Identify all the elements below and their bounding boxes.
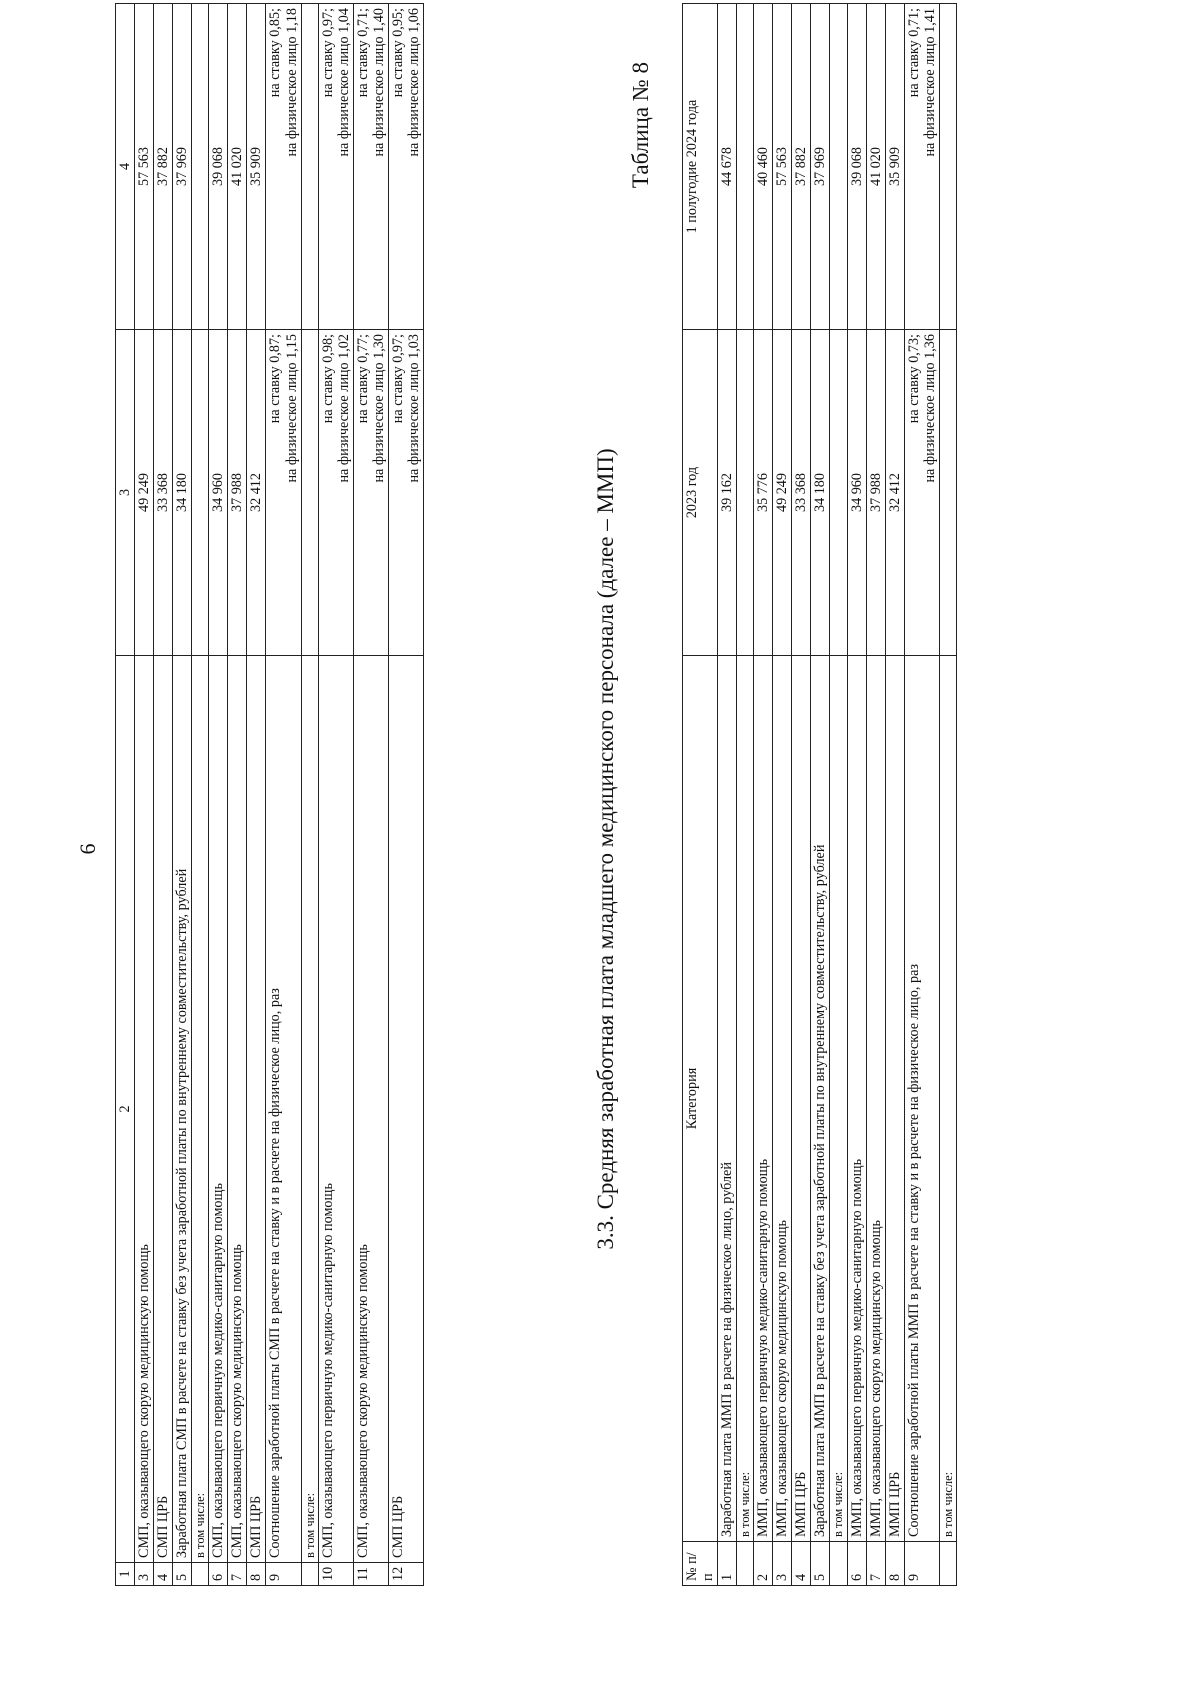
header-cell-3: 3 bbox=[116, 330, 135, 656]
table-row bbox=[228, 4, 247, 1586]
row-number: 7 bbox=[866, 1542, 885, 1586]
table-row bbox=[904, 4, 939, 1586]
value-2024: 35 909 bbox=[885, 4, 904, 330]
value-2023: 34 960 bbox=[209, 330, 228, 656]
row-number: 1 bbox=[718, 1542, 737, 1586]
row-category: Заработная плата ММП в расчете на ставку без учета заработной платы по внутреннему совместительству, рублей bbox=[811, 656, 830, 1542]
empty-cell bbox=[830, 4, 847, 330]
empty-cell bbox=[301, 1563, 318, 1586]
header-category: Категория bbox=[683, 656, 718, 1542]
empty-cell bbox=[192, 1563, 209, 1586]
row-category: СМП, оказывающего первичную медико-санитарную помощь bbox=[318, 656, 353, 1563]
empty-cell bbox=[301, 330, 318, 656]
value-2024: 35 909 bbox=[247, 4, 266, 330]
row-category: Соотношение заработной платы ММП в расчете на ставку и в расчете на физическое лицо, раз bbox=[904, 656, 939, 1542]
header-number: № п/п bbox=[683, 1542, 718, 1586]
empty-cell bbox=[737, 4, 754, 330]
row-number: 4 bbox=[154, 1563, 173, 1586]
table-row bbox=[135, 4, 154, 1586]
value-2023: 34 180 bbox=[811, 330, 830, 656]
salary-table-mmp bbox=[682, 3, 957, 1586]
subheader-row bbox=[737, 4, 754, 1586]
value-2024: 37 882 bbox=[154, 4, 173, 330]
ratio-2023 bbox=[388, 330, 423, 656]
table-row bbox=[173, 4, 192, 1586]
table-row bbox=[773, 4, 792, 1586]
row-number: 2 bbox=[754, 1542, 773, 1586]
ratio-per-person: на физическое лицо 1,40 bbox=[370, 8, 387, 157]
row-number: 6 bbox=[847, 1542, 866, 1586]
row-number: 12 bbox=[388, 1563, 423, 1586]
ratio-per-person: на физическое лицо 1,04 bbox=[335, 8, 352, 157]
ratio-per-rate: на ставку 0,73; bbox=[905, 334, 922, 424]
including-label: в том числе: bbox=[939, 656, 956, 1542]
value-2023: 32 412 bbox=[247, 330, 266, 656]
row-category: СМП ЦРБ bbox=[247, 656, 266, 1563]
empty-cell bbox=[939, 4, 956, 330]
empty-cell bbox=[939, 1542, 956, 1586]
value-2024: 37 969 bbox=[173, 4, 192, 330]
empty-cell bbox=[737, 330, 754, 656]
row-number: 7 bbox=[228, 1563, 247, 1586]
row-category: Заработная плата ММП в расчете на физическое лицо, рублей bbox=[718, 656, 737, 1542]
value-2024: 40 460 bbox=[754, 4, 773, 330]
section-title: 3.3. Средняя заработная плата младшего медицинского персонала (далее – ММП) bbox=[593, 448, 618, 1250]
including-label: в том числе: bbox=[830, 656, 847, 1542]
table-row bbox=[154, 4, 173, 1586]
subheader-row bbox=[830, 4, 847, 1586]
table-header-row bbox=[683, 4, 718, 1586]
header-2023: 2023 год bbox=[683, 330, 718, 656]
including-label: в том числе: bbox=[192, 656, 209, 1563]
value-2024: 57 563 bbox=[135, 4, 154, 330]
empty-cell bbox=[192, 4, 209, 330]
ratio-2023 bbox=[353, 330, 388, 656]
table-header-row bbox=[116, 4, 135, 1586]
row-number: 3 bbox=[135, 1563, 154, 1586]
row-category: СМП ЦРБ bbox=[388, 656, 423, 1563]
ratio-per-rate: на ставку 0,71; bbox=[905, 8, 922, 98]
value-2023: 33 368 bbox=[792, 330, 811, 656]
table-row bbox=[866, 4, 885, 1586]
value-2023: 49 249 bbox=[773, 330, 792, 656]
header-cell-1: 1 bbox=[116, 1563, 135, 1586]
empty-cell bbox=[737, 1542, 754, 1586]
ratio-2024 bbox=[388, 4, 423, 330]
value-2024: 57 563 bbox=[773, 4, 792, 330]
page-number: 6 bbox=[75, 843, 100, 855]
header-2024: 1 полугодие 2024 года bbox=[683, 4, 718, 330]
row-category: ММП, оказывающего скорую медицинскую помощь bbox=[866, 656, 885, 1542]
ratio-per-rate: на ставку 0,77; bbox=[354, 334, 371, 424]
table-row bbox=[209, 4, 228, 1586]
row-category: СМП, оказывающего скорую медицинскую помощь bbox=[228, 656, 247, 1563]
table-row bbox=[318, 4, 353, 1586]
row-number: 5 bbox=[811, 1542, 830, 1586]
row-category: СМП ЦРБ bbox=[154, 656, 173, 1563]
row-number: 9 bbox=[904, 1542, 939, 1586]
value-2024: 37 969 bbox=[811, 4, 830, 330]
ratio-2023 bbox=[904, 330, 939, 656]
value-2023: 37 988 bbox=[228, 330, 247, 656]
ratio-per-person: на физическое лицо 1,36 bbox=[921, 334, 938, 483]
subheader-row bbox=[939, 4, 956, 1586]
empty-cell bbox=[830, 330, 847, 656]
row-category: СМП, оказывающего первичную медико-санитарную помощь bbox=[209, 656, 228, 1563]
table-row bbox=[811, 4, 830, 1586]
value-2024: 41 020 bbox=[866, 4, 885, 330]
ratio-per-person: на физическое лицо 1,18 bbox=[283, 8, 300, 157]
row-number: 4 bbox=[792, 1542, 811, 1586]
table-row bbox=[847, 4, 866, 1586]
empty-cell bbox=[939, 330, 956, 656]
ratio-2023 bbox=[318, 330, 353, 656]
ratio-per-person: на физическое лицо 1,02 bbox=[335, 334, 352, 483]
table-row bbox=[388, 4, 423, 1586]
header-cell-4: 4 bbox=[116, 4, 135, 330]
value-2023: 32 412 bbox=[885, 330, 904, 656]
row-category: Заработная плата СМП в расчете на ставку без учета заработной платы по внутреннему совместительству, рублей bbox=[173, 656, 192, 1563]
salary-table-smp bbox=[115, 3, 424, 1586]
row-category: ММП ЦРБ bbox=[885, 656, 904, 1542]
value-2023: 37 988 bbox=[866, 330, 885, 656]
row-category: ММП ЦРБ bbox=[792, 656, 811, 1542]
table-row bbox=[353, 4, 388, 1586]
including-label: в том числе: bbox=[737, 656, 754, 1542]
value-2023: 34 180 bbox=[173, 330, 192, 656]
row-number: 5 bbox=[173, 1563, 192, 1586]
table-row bbox=[754, 4, 773, 1586]
row-number: 11 bbox=[353, 1563, 388, 1586]
table-row bbox=[718, 4, 737, 1586]
value-2023: 35 776 bbox=[754, 330, 773, 656]
ratio-per-rate: на ставку 0,97; bbox=[389, 334, 406, 424]
ratio-per-person: на физическое лицо 1,06 bbox=[405, 8, 422, 157]
table-caption: Таблица № 8 bbox=[628, 62, 653, 189]
table-row bbox=[885, 4, 904, 1586]
ratio-per-rate: на ставку 0,85; bbox=[267, 8, 284, 98]
row-number: 10 bbox=[318, 1563, 353, 1586]
ratio-per-rate: на ставку 0,97; bbox=[319, 8, 336, 98]
ratio-per-person: на физическое лицо 1,30 bbox=[370, 334, 387, 483]
ratio-2024 bbox=[904, 4, 939, 330]
row-number: 9 bbox=[266, 1563, 301, 1586]
row-number: 8 bbox=[885, 1542, 904, 1586]
subheader-row bbox=[301, 4, 318, 1586]
value-2024: 39 068 bbox=[209, 4, 228, 330]
empty-cell bbox=[830, 1542, 847, 1586]
value-2024: 37 882 bbox=[792, 4, 811, 330]
ratio-per-rate: на ставку 0,98; bbox=[319, 334, 336, 424]
row-number: 6 bbox=[209, 1563, 228, 1586]
empty-cell bbox=[192, 330, 209, 656]
value-2023: 49 249 bbox=[135, 330, 154, 656]
ratio-per-rate: на ставку 0,71; bbox=[354, 8, 371, 98]
ratio-per-rate: на ставку 0,95; bbox=[389, 8, 406, 98]
row-category: ММП, оказывающего первичную медико-санитарную помощь bbox=[847, 656, 866, 1542]
row-category: Соотношение заработной платы СМП в расчете на ставку и в расчете на физическое лицо, раз bbox=[266, 656, 301, 1563]
ratio-per-person: на физическое лицо 1,03 bbox=[405, 334, 422, 483]
empty-cell bbox=[301, 4, 318, 330]
subheader-row bbox=[192, 4, 209, 1586]
row-category: ММП, оказывающего скорую медицинскую помощь bbox=[773, 656, 792, 1542]
table-row bbox=[792, 4, 811, 1586]
ratio-2024 bbox=[353, 4, 388, 330]
including-label: в том числе: bbox=[301, 656, 318, 1563]
table-row bbox=[247, 4, 266, 1586]
row-category: СМП, оказывающего скорую медицинскую помощь bbox=[353, 656, 388, 1563]
row-category: ММП, оказывающего первичную медико-санитарную помощь bbox=[754, 656, 773, 1542]
value-2023: 33 368 bbox=[154, 330, 173, 656]
ratio-per-person: на физическое лицо 1,15 bbox=[283, 334, 300, 483]
table-row bbox=[266, 4, 301, 1586]
value-2024: 41 020 bbox=[228, 4, 247, 330]
row-category: СМП, оказывающего скорую медицинскую помощь bbox=[135, 656, 154, 1563]
ratio-2023 bbox=[266, 330, 301, 656]
value-2023: 39 162 bbox=[718, 330, 737, 656]
value-2023: 34 960 bbox=[847, 330, 866, 656]
row-number: 3 bbox=[773, 1542, 792, 1586]
value-2024: 44 678 bbox=[718, 4, 737, 330]
value-2024: 39 068 bbox=[847, 4, 866, 330]
header-cell-2: 2 bbox=[116, 656, 135, 1563]
row-number: 8 bbox=[247, 1563, 266, 1586]
ratio-2024 bbox=[266, 4, 301, 330]
ratio-per-person: на физическое лицо 1,41 bbox=[921, 8, 938, 157]
ratio-2024 bbox=[318, 4, 353, 330]
ratio-per-rate: на ставку 0,87; bbox=[267, 334, 284, 424]
